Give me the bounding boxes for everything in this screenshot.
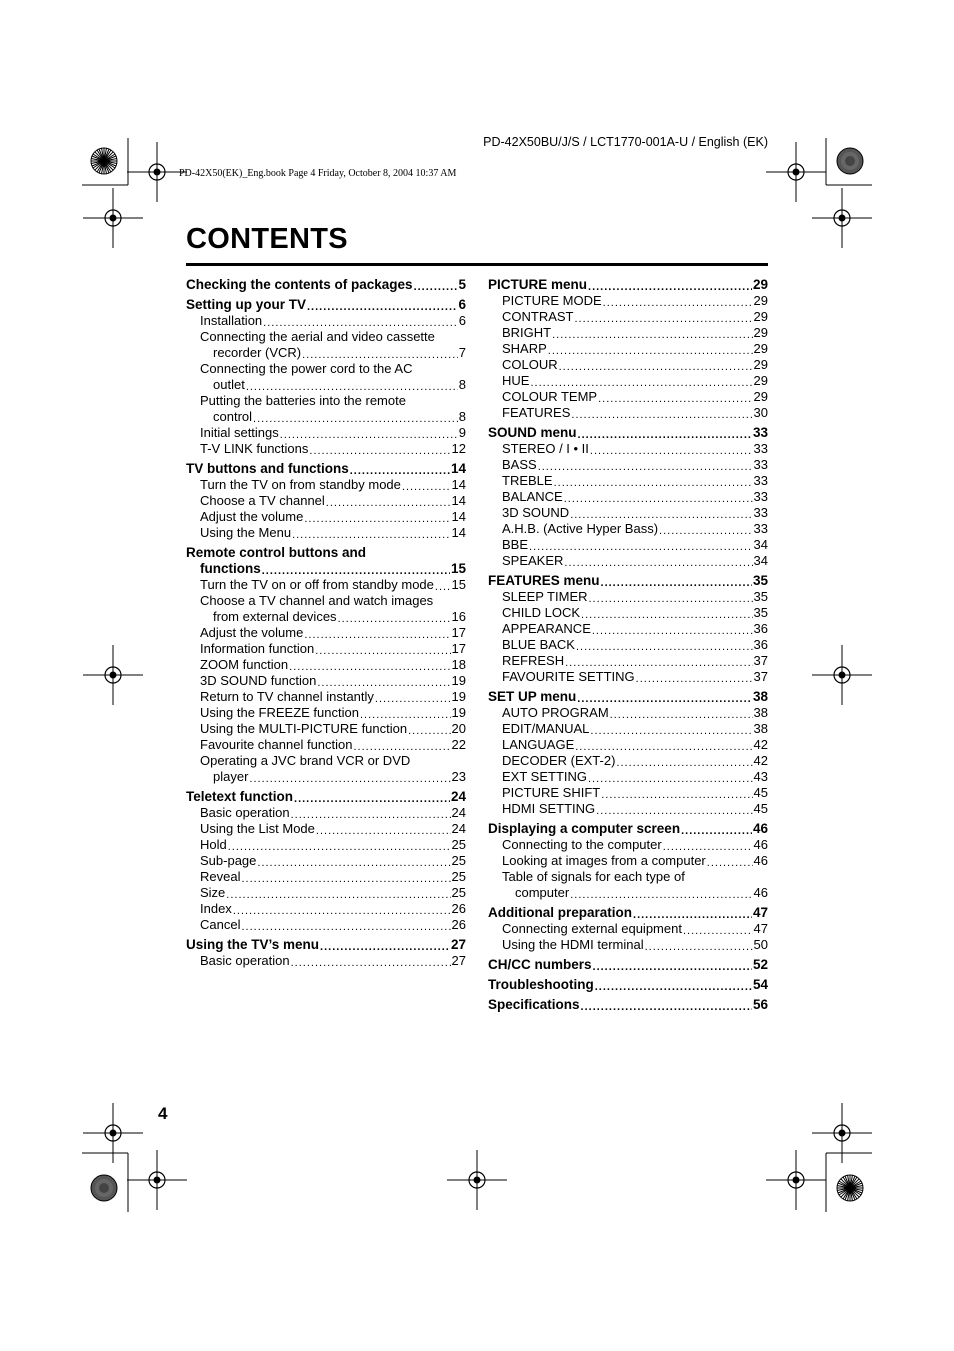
- toc-item[interactable]: Using the MULTI-PICTURE function ..... 20: [186, 721, 466, 737]
- toc-section[interactable]: Setting up your TV ..... 6: [186, 297, 466, 313]
- toc-item-line: Operating a JVC brand VCR or DVD: [200, 753, 411, 768]
- toc-item[interactable]: LANGUAGE ..... 42: [488, 737, 768, 753]
- toc-item[interactable]: EXT SETTING ..... 43: [488, 769, 768, 785]
- toc-item[interactable]: Turn the TV on from standby mode ..... 14: [186, 477, 466, 493]
- toc-item[interactable]: recorder (VCR) ..... 7: [186, 345, 466, 361]
- toc-item[interactable]: Connecting to the computer ..... 46: [488, 837, 768, 853]
- toc-item[interactable]: SHARP ..... 29: [488, 341, 768, 357]
- toc-section[interactable]: CH/CC numbers ..... 52: [488, 957, 768, 973]
- toc-section[interactable]: SOUND menu ..... 33: [488, 425, 768, 441]
- page-number: 4: [158, 1104, 168, 1123]
- toc-item[interactable]: T-V LINK functions ..... 12: [186, 441, 466, 457]
- registration-crosshair-icon: [766, 142, 826, 202]
- toc-section[interactable]: TV buttons and functions ..... 14: [186, 461, 466, 477]
- toc-section-line: Remote control buttons and: [186, 545, 366, 560]
- toc-item[interactable]: HDMI SETTING ..... 45: [488, 801, 768, 817]
- toc-item[interactable]: PICTURE MODE ..... 29: [488, 293, 768, 309]
- solid-grey-target-icon: [91, 1175, 117, 1201]
- toc-item-line: Putting the batteries into the remote: [200, 393, 406, 408]
- toc-item[interactable]: Information function ..... 17: [186, 641, 466, 657]
- toc-section[interactable]: functions ..... 15: [186, 561, 466, 577]
- toc-item[interactable]: BLUE BACK ..... 36: [488, 637, 768, 653]
- registration-crosshair-icon: [83, 645, 143, 705]
- toc-item[interactable]: A.H.B. (Active Hyper Bass) ..... 33: [488, 521, 768, 537]
- toc-item[interactable]: REFRESH ..... 37: [488, 653, 768, 669]
- starburst-target-icon: [837, 1175, 863, 1201]
- toc-item[interactable]: Favourite channel function ..... 22: [186, 737, 466, 753]
- toc-item[interactable]: COLOUR TEMP ..... 29: [488, 389, 768, 405]
- toc-item-line: Table of signals for each type of: [502, 869, 685, 884]
- toc-item[interactable]: Connecting external equipment ..... 47: [488, 921, 768, 937]
- registration-crosshair-icon: [127, 142, 187, 202]
- toc-section[interactable]: Checking the contents of packages ..... 5: [186, 277, 466, 293]
- page-title: CONTENTS: [186, 223, 348, 255]
- document-id: PD-42X50BU/J/S / LCT1770-001A-U / English (EK): [483, 135, 768, 149]
- registration-crosshair-icon: [127, 1150, 187, 1210]
- toc-item[interactable]: Turn the TV on or off from standby mode ..... 15: [186, 577, 466, 593]
- toc-item[interactable]: PICTURE SHIFT ..... 45: [488, 785, 768, 801]
- toc-item[interactable]: APPEARANCE ..... 36: [488, 621, 768, 637]
- toc-item[interactable]: Looking at images from a computer ..... 46: [488, 853, 768, 869]
- toc-item[interactable]: Using the Menu ..... 14: [186, 525, 466, 541]
- toc-item[interactable]: Basic operation ..... 27: [186, 953, 466, 969]
- toc-section[interactable]: Specifications ..... 56: [488, 997, 768, 1013]
- toc-item[interactable]: BRIGHT ..... 29: [488, 325, 768, 341]
- toc-item[interactable]: 3D SOUND ..... 33: [488, 505, 768, 521]
- toc-item[interactable]: Adjust the volume ..... 14: [186, 509, 466, 525]
- registration-crosshair-icon: [812, 645, 872, 705]
- registration-crosshair-icon: [812, 1103, 872, 1163]
- toc-item[interactable]: Using the HDMI terminal ..... 50: [488, 937, 768, 953]
- toc-item[interactable]: EDIT/MANUAL ..... 38: [488, 721, 768, 737]
- toc-right-column: [488, 277, 768, 1013]
- toc-item[interactable]: BASS ..... 33: [488, 457, 768, 473]
- toc-item[interactable]: FAVOURITE SETTING ..... 37: [488, 669, 768, 685]
- toc-item[interactable]: SLEEP TIMER ..... 35: [488, 589, 768, 605]
- toc-item[interactable]: TREBLE ..... 33: [488, 473, 768, 489]
- toc-item[interactable]: computer ..... 46: [488, 885, 768, 901]
- registration-crosshair-icon: [83, 188, 143, 248]
- toc-item[interactable]: Cancel ..... 26: [186, 917, 466, 933]
- toc-item[interactable]: COLOUR ..... 29: [488, 357, 768, 373]
- toc-item[interactable]: AUTO PROGRAM ..... 38: [488, 705, 768, 721]
- toc-item[interactable]: CHILD LOCK ..... 35: [488, 605, 768, 621]
- toc-section[interactable]: FEATURES menu ..... 35: [488, 573, 768, 589]
- toc-item[interactable]: from external devices ..... 16: [186, 609, 466, 625]
- title-rule: [186, 263, 768, 266]
- starburst-target-icon: [91, 148, 117, 174]
- toc-item[interactable]: Installation ..... 6: [186, 313, 466, 329]
- toc-item[interactable]: Basic operation ..... 24: [186, 805, 466, 821]
- toc-section[interactable]: Troubleshooting ..... 54: [488, 977, 768, 993]
- toc-section[interactable]: Using the TV’s menu ..... 27: [186, 937, 466, 953]
- toc-item-line: Choose a TV channel and watch images: [200, 593, 434, 608]
- toc-item[interactable]: Using the List Mode ..... 24: [186, 821, 466, 837]
- toc-item[interactable]: Size ..... 25: [186, 885, 466, 901]
- toc-left-column: [186, 277, 466, 969]
- toc-item[interactable]: Adjust the volume ..... 17: [186, 625, 466, 641]
- toc-item[interactable]: BBE ..... 34: [488, 537, 768, 553]
- toc-item[interactable]: STEREO / I • II ..... 33: [488, 441, 768, 457]
- toc-item[interactable]: Hold ..... 25: [186, 837, 466, 853]
- toc-item[interactable]: Index ..... 26: [186, 901, 466, 917]
- toc-item[interactable]: Initial settings ..... 9: [186, 425, 466, 441]
- toc-item[interactable]: FEATURES ..... 30: [488, 405, 768, 421]
- toc-item-line: Connecting the aerial and video cassette: [200, 329, 435, 344]
- toc-item[interactable]: control ..... 8: [186, 409, 466, 425]
- toc-section[interactable]: PICTURE menu ..... 29: [488, 277, 768, 293]
- registration-crosshair-icon: [83, 1103, 143, 1163]
- toc-section[interactable]: Teletext function ..... 24: [186, 789, 466, 805]
- toc-item[interactable]: DECODER (EXT-2) ..... 42: [488, 753, 768, 769]
- toc-section[interactable]: Additional preparation ..... 47: [488, 905, 768, 921]
- registration-crosshair-icon: [447, 1150, 507, 1210]
- solid-grey-target-icon: [837, 148, 863, 174]
- toc-item[interactable]: Reveal ..... 25: [186, 869, 466, 885]
- toc-item[interactable]: SPEAKER ..... 34: [488, 553, 768, 569]
- registration-crosshair-icon: [766, 1150, 826, 1210]
- toc-item[interactable]: BALANCE ..... 33: [488, 489, 768, 505]
- toc-item[interactable]: Choose a TV channel ..... 14: [186, 493, 466, 509]
- toc-item[interactable]: CONTRAST ..... 29: [488, 309, 768, 325]
- toc-item[interactable]: player ..... 23: [186, 769, 466, 785]
- toc-item[interactable]: Return to TV channel instantly ..... 19: [186, 689, 466, 705]
- toc-item[interactable]: outlet ..... 8: [186, 377, 466, 393]
- toc-item[interactable]: Sub-page ..... 25: [186, 853, 466, 869]
- toc-item-line: Connecting the power cord to the AC: [200, 361, 413, 376]
- toc-item[interactable]: HUE ..... 29: [488, 373, 768, 389]
- toc-item[interactable]: 3D SOUND function ..... 19: [186, 673, 466, 689]
- toc-item[interactable]: Using the FREEZE function ..... 19: [186, 705, 466, 721]
- toc-section[interactable]: Displaying a computer screen ..... 46: [488, 821, 768, 837]
- toc-section[interactable]: SET UP menu ..... 38: [488, 689, 768, 705]
- registration-crosshair-icon: [812, 188, 872, 248]
- book-file-line: PD-42X50(EK)_Eng.book Page 4 Friday, October 8, 2004 10:37 AM: [179, 168, 457, 179]
- toc-item[interactable]: ZOOM function ..... 18: [186, 657, 466, 673]
